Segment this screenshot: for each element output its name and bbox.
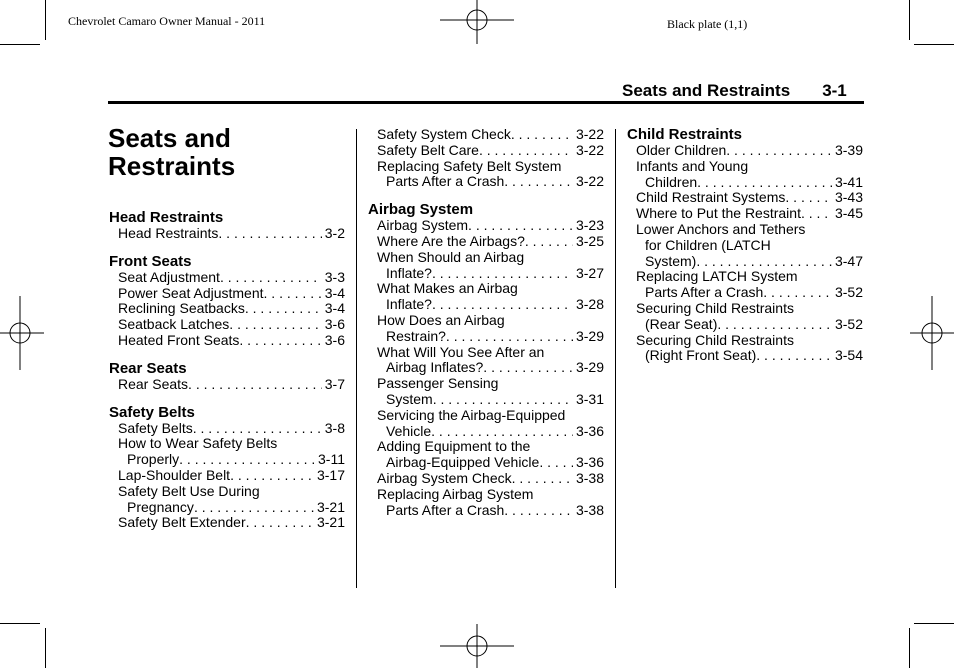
registration-mark-icon: [440, 624, 514, 668]
toc-entry[interactable]: Airbag System . . . 3-23: [368, 218, 604, 234]
toc-entry[interactable]: Inflate? . . . 3-27: [368, 266, 604, 282]
toc-heading-rear-seats: Rear Seats: [109, 359, 187, 377]
toc-entry[interactable]: Vehicle . . . 3-36: [368, 424, 604, 440]
toc-heading-safety-belts: Safety Belts: [109, 403, 195, 421]
toc-entry-line[interactable]: Securing Child Restraints: [636, 299, 794, 316]
toc-entry-line[interactable]: for Children (LATCH: [645, 236, 771, 253]
crop-mark: [909, 0, 910, 40]
toc-entry[interactable]: Where Are the Airbags? . . . 3-25: [368, 234, 604, 250]
toc-entry-line[interactable]: Securing Child Restraints: [636, 331, 794, 348]
toc-entry[interactable]: Seatback Latches . . . 3-6: [109, 317, 345, 333]
toc-entry[interactable]: System . . . 3-31: [368, 392, 604, 408]
column-divider: [615, 129, 616, 588]
toc-entry[interactable]: Safety Belt Extender . . . 3-21: [109, 515, 345, 531]
running-header-section: Seats and Restraints: [622, 81, 791, 100]
toc-entry[interactable]: Airbag System Check . . . 3-38: [368, 471, 604, 487]
toc-entry-line[interactable]: What Makes an Airbag: [377, 280, 518, 297]
toc-entry-line[interactable]: Safety Belt Use During: [118, 482, 260, 499]
crop-mark: [45, 628, 46, 668]
crop-mark: [0, 44, 40, 45]
registration-mark-icon: [440, 0, 514, 44]
toc-entry[interactable]: Lap-Shoulder Belt . . . 3-17: [109, 468, 345, 484]
crop-mark: [914, 44, 954, 45]
crop-mark: [909, 628, 910, 668]
toc-entry[interactable]: Seat Adjustment . . . 3-3: [109, 270, 345, 286]
toc-entry[interactable]: Older Children . . . 3-39: [627, 143, 863, 159]
toc-entry-line[interactable]: Replacing LATCH System: [636, 268, 798, 285]
toc-entry[interactable]: Child Restraint Systems . . . 3-43: [627, 190, 863, 206]
toc-entry-line[interactable]: Passenger Sensing: [377, 375, 499, 392]
toc-entry[interactable]: Restrain? . . . 3-29: [368, 329, 604, 345]
toc-entry[interactable]: Safety Belts . . . 3-8: [109, 421, 345, 437]
toc-entry[interactable]: Rear Seats . . . 3-7: [109, 377, 345, 393]
toc-entry[interactable]: Parts After a Crash . . . 3-52: [627, 285, 863, 301]
toc-entry[interactable]: Safety Belt Care . . . 3-22: [368, 143, 604, 159]
running-header: [622, 81, 847, 101]
toc-heading-front-seats: Front Seats: [109, 252, 192, 270]
plate-info-left: Chevrolet Camaro Owner Manual - 2011: [68, 14, 266, 28]
toc-entry[interactable]: Inflate? . . . 3-28: [368, 297, 604, 313]
page-title: Seats and Restraints: [108, 123, 236, 181]
toc-entry[interactable]: Airbag-Equipped Vehicle . . . 3-36: [368, 455, 604, 471]
toc-entry[interactable]: Reclining Seatbacks . . . 3-4: [109, 301, 345, 317]
toc-entry[interactable]: Where to Put the Restraint . . . 3-45: [627, 206, 863, 222]
plate-info-right: Black plate (1,1): [667, 17, 748, 31]
toc-entry[interactable]: (Rear Seat) . . . 3-52: [627, 317, 863, 333]
registration-mark-icon: [0, 296, 44, 370]
toc-entry[interactable]: Airbag Inflates? . . . 3-29: [368, 360, 604, 376]
toc-column-2: [368, 127, 604, 518]
toc-entry[interactable]: Parts After a Crash . . . 3-22: [368, 174, 604, 190]
toc-entry[interactable]: Pregnancy . . . 3-21: [109, 500, 345, 516]
toc-column-3: [627, 127, 863, 364]
toc-entry-line[interactable]: Servicing the Airbag-Equipped: [377, 406, 566, 423]
header-rule: [108, 101, 864, 104]
toc-entry-line[interactable]: Infants and Young: [636, 157, 749, 174]
toc-entry-line[interactable]: Replacing Safety Belt System: [377, 157, 562, 174]
crop-mark: [45, 0, 46, 40]
page-number: 3-1: [822, 81, 847, 100]
toc-entry[interactable]: Head Restraints . . . 3-2: [109, 226, 345, 242]
toc-entry[interactable]: Power Seat Adjustment . . . 3-4: [109, 286, 345, 302]
toc-column-1: [109, 210, 345, 531]
toc-entry-line[interactable]: What Will You See After an: [377, 343, 545, 360]
toc-entry[interactable]: System) . . . 3-47: [627, 254, 863, 270]
toc-heading-child-restraints: Child Restraints: [627, 126, 743, 143]
toc-entry-line[interactable]: Adding Equipment to the: [377, 438, 531, 455]
toc-entry[interactable]: Properly . . . 3-11: [109, 452, 345, 468]
column-divider: [356, 129, 357, 588]
toc-entry[interactable]: Children . . . 3-41: [627, 175, 863, 191]
crop-mark: [0, 623, 40, 624]
toc-entry-line[interactable]: Lower Anchors and Tethers: [636, 220, 806, 237]
toc-entry-line[interactable]: Replacing Airbag System: [377, 485, 534, 502]
toc-entry-line[interactable]: How Does an Airbag: [377, 311, 505, 328]
toc-entry[interactable]: Safety System Check . . . 3-22: [368, 127, 604, 143]
toc-entry[interactable]: Parts After a Crash . . . 3-38: [368, 503, 604, 519]
crop-mark: [914, 623, 954, 624]
toc-entry-line[interactable]: When Should an Airbag: [377, 248, 525, 265]
toc-entry-line[interactable]: How to Wear Safety Belts: [118, 435, 278, 452]
toc-heading-airbag-system: Airbag System: [368, 201, 474, 219]
toc-entry[interactable]: Heated Front Seats . . . 3-6: [109, 333, 345, 349]
toc-heading-head-restraints: Head Restraints: [109, 209, 224, 226]
registration-mark-icon: [910, 296, 954, 370]
toc-entry[interactable]: (Right Front Seat) . . . 3-54: [627, 348, 863, 364]
